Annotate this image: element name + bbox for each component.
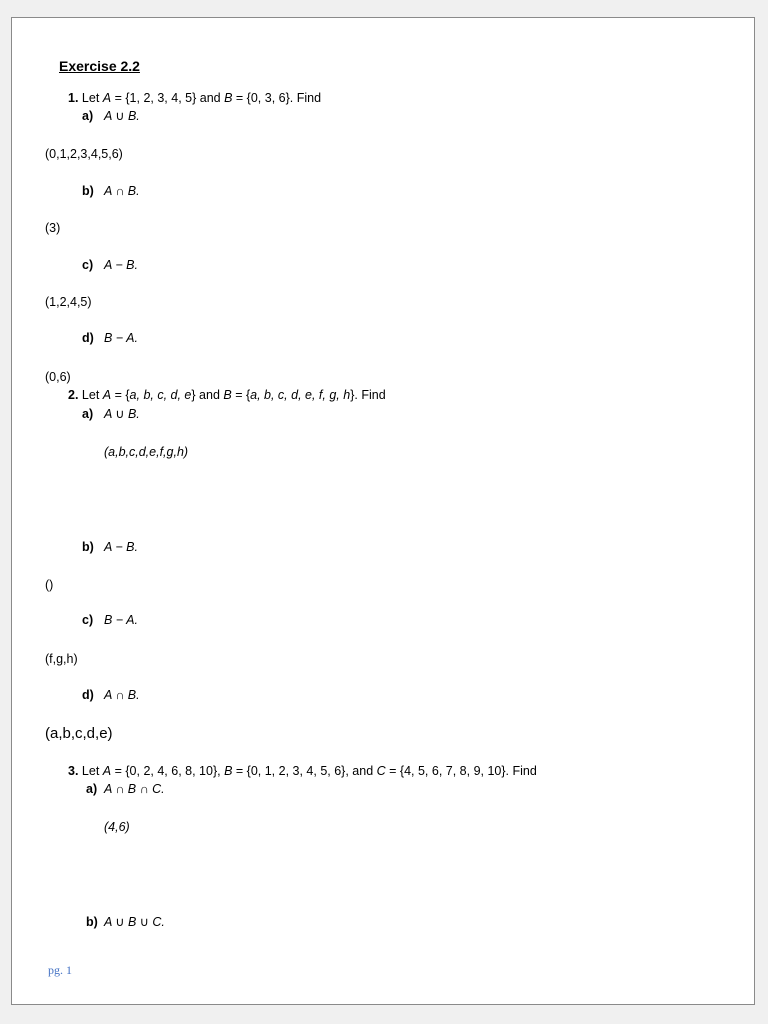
question-2b: b) A − B.: [82, 540, 138, 554]
page-number: pg. 1: [48, 963, 72, 977]
question-2d: d) A ∩ B.: [82, 688, 140, 702]
answer-3a: (4,6): [104, 820, 130, 834]
question-3-number: 3.: [68, 764, 79, 778]
question-2-number: 2.: [68, 388, 79, 402]
question-1-number: 1.: [68, 91, 79, 105]
answer-1b: (3): [45, 221, 61, 235]
question-3-prompt: 3. Let A = {0, 2, 4, 6, 8, 10}, B = {0, 1, 2, 3, 4, 5, 6}, and C = {4, 5, 6, 7, 8, 9, 10}. Find: [68, 764, 537, 778]
answer-2c: (f,g,h): [45, 652, 78, 666]
question-2c: c) B − A.: [82, 613, 138, 627]
question-1a: a) A ∪ B.: [82, 109, 140, 123]
question-3a: a) A ∩ B ∩ C.: [86, 782, 165, 796]
answer-1a: (0,1,2,3,4,5,6): [45, 147, 123, 161]
page-title: Exercise 2.2: [59, 58, 140, 74]
question-1b: b) A ∩ B.: [82, 184, 140, 198]
question-2-prompt: 2. Let A = {a, b, c, d, e} and B = {a, b, c, d, e, f, g, h}. Find: [68, 388, 386, 402]
question-2a: a) A ∪ B.: [82, 407, 140, 421]
question-1c: c) A − B.: [82, 258, 138, 272]
answer-1c: (1,2,4,5): [45, 295, 92, 309]
question-1-prompt: 1. Let A = {1, 2, 3, 4, 5} and B = {0, 3, 6}. Find: [68, 91, 322, 105]
answer-1d: (0,6): [45, 370, 71, 384]
document-page: [11, 17, 755, 1005]
question-1d: d) B − A.: [82, 331, 138, 345]
answer-2d: (a,b,c,d,e): [45, 725, 113, 742]
answer-2a: (a,b,c,d,e,f,g,h): [104, 445, 189, 459]
question-3b: b) A ∪ B ∪ C.: [86, 915, 165, 929]
answer-2b: (): [45, 578, 54, 592]
